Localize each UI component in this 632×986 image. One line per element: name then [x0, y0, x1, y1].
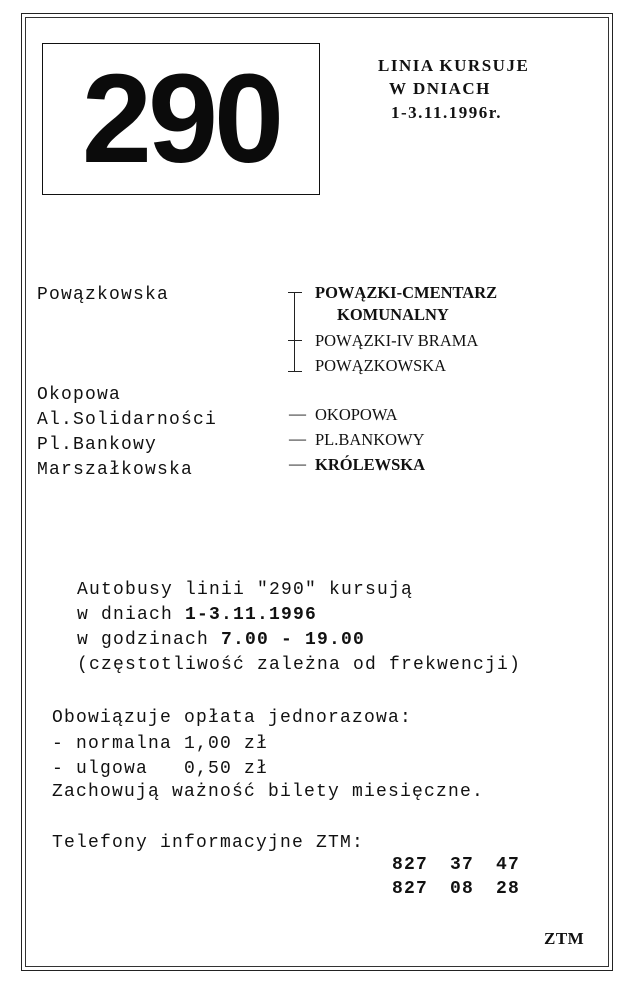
- stop-komunalny: KOMUNALNY: [337, 305, 449, 324]
- header-line-2: W DNIACH: [389, 79, 491, 98]
- header-line-3: 1-3.11.1996r.: [391, 103, 502, 122]
- fee-normal: - normalna 1,00 zł: [52, 734, 269, 754]
- header-line-1: LINIA KURSUJE: [378, 56, 530, 75]
- fee-reduced: - ulgowa 0,50 zł: [52, 759, 269, 779]
- info-line-1: Autobusy linii "290" kursują: [77, 580, 414, 600]
- stop-powazkowska: POWĄZKOWSKA: [315, 356, 447, 375]
- route-number-box: [42, 43, 320, 195]
- info-line-2: w dniach 1-3.11.1996: [77, 605, 318, 625]
- stop-okopowa: OKOPOWA: [315, 405, 398, 424]
- phone-2: 827 08 28: [392, 879, 521, 899]
- street-solidarnosci: Al.Solidarności: [37, 410, 218, 430]
- street-powazkowska: Powązkowska: [37, 285, 170, 305]
- info-line-3: w godzinach 7.00 - 19.00: [77, 630, 366, 650]
- info-dates: 1-3.11.1996: [185, 605, 318, 625]
- info-hours: 7.00 - 19.00: [221, 630, 366, 650]
- bracket-tick-middle: [288, 340, 302, 341]
- dash-pl-bankowy: —: [289, 429, 306, 448]
- phones-title: Telefony informacyjne ZTM:: [52, 833, 365, 853]
- fees-title: Obowiązuje opłata jednorazowa:: [52, 708, 413, 728]
- street-pl-bankowy: Pl.Bankowy: [37, 435, 158, 455]
- stop-pl-bankowy: PL.BANKOWY: [315, 430, 425, 449]
- route-number: 290: [81, 48, 281, 189]
- bracket-tick-top: [288, 292, 302, 293]
- ztm-logo: ZTM: [544, 929, 585, 948]
- route-bracket-line: [294, 292, 295, 372]
- dash-krolewska: —: [289, 454, 306, 473]
- dash-okopowa: —: [289, 404, 306, 423]
- stop-powazki-cmentarz: POWĄZKI-CMENTARZ: [315, 283, 498, 302]
- phone-1: 827 37 47: [392, 855, 521, 875]
- stop-powazki-iv-brama: POWĄZKI-IV BRAMA: [315, 331, 479, 350]
- fees-note: Zachowują ważność bilety miesięczne.: [52, 782, 485, 802]
- stop-krolewska: KRÓLEWSKA: [315, 455, 426, 474]
- street-okopowa: Okopowa: [37, 385, 122, 405]
- bracket-tick-bottom: [288, 371, 302, 372]
- street-marszalkowska: Marszałkowska: [37, 460, 194, 480]
- info-line-4: (częstotliwość zależna od frekwencji): [77, 655, 522, 675]
